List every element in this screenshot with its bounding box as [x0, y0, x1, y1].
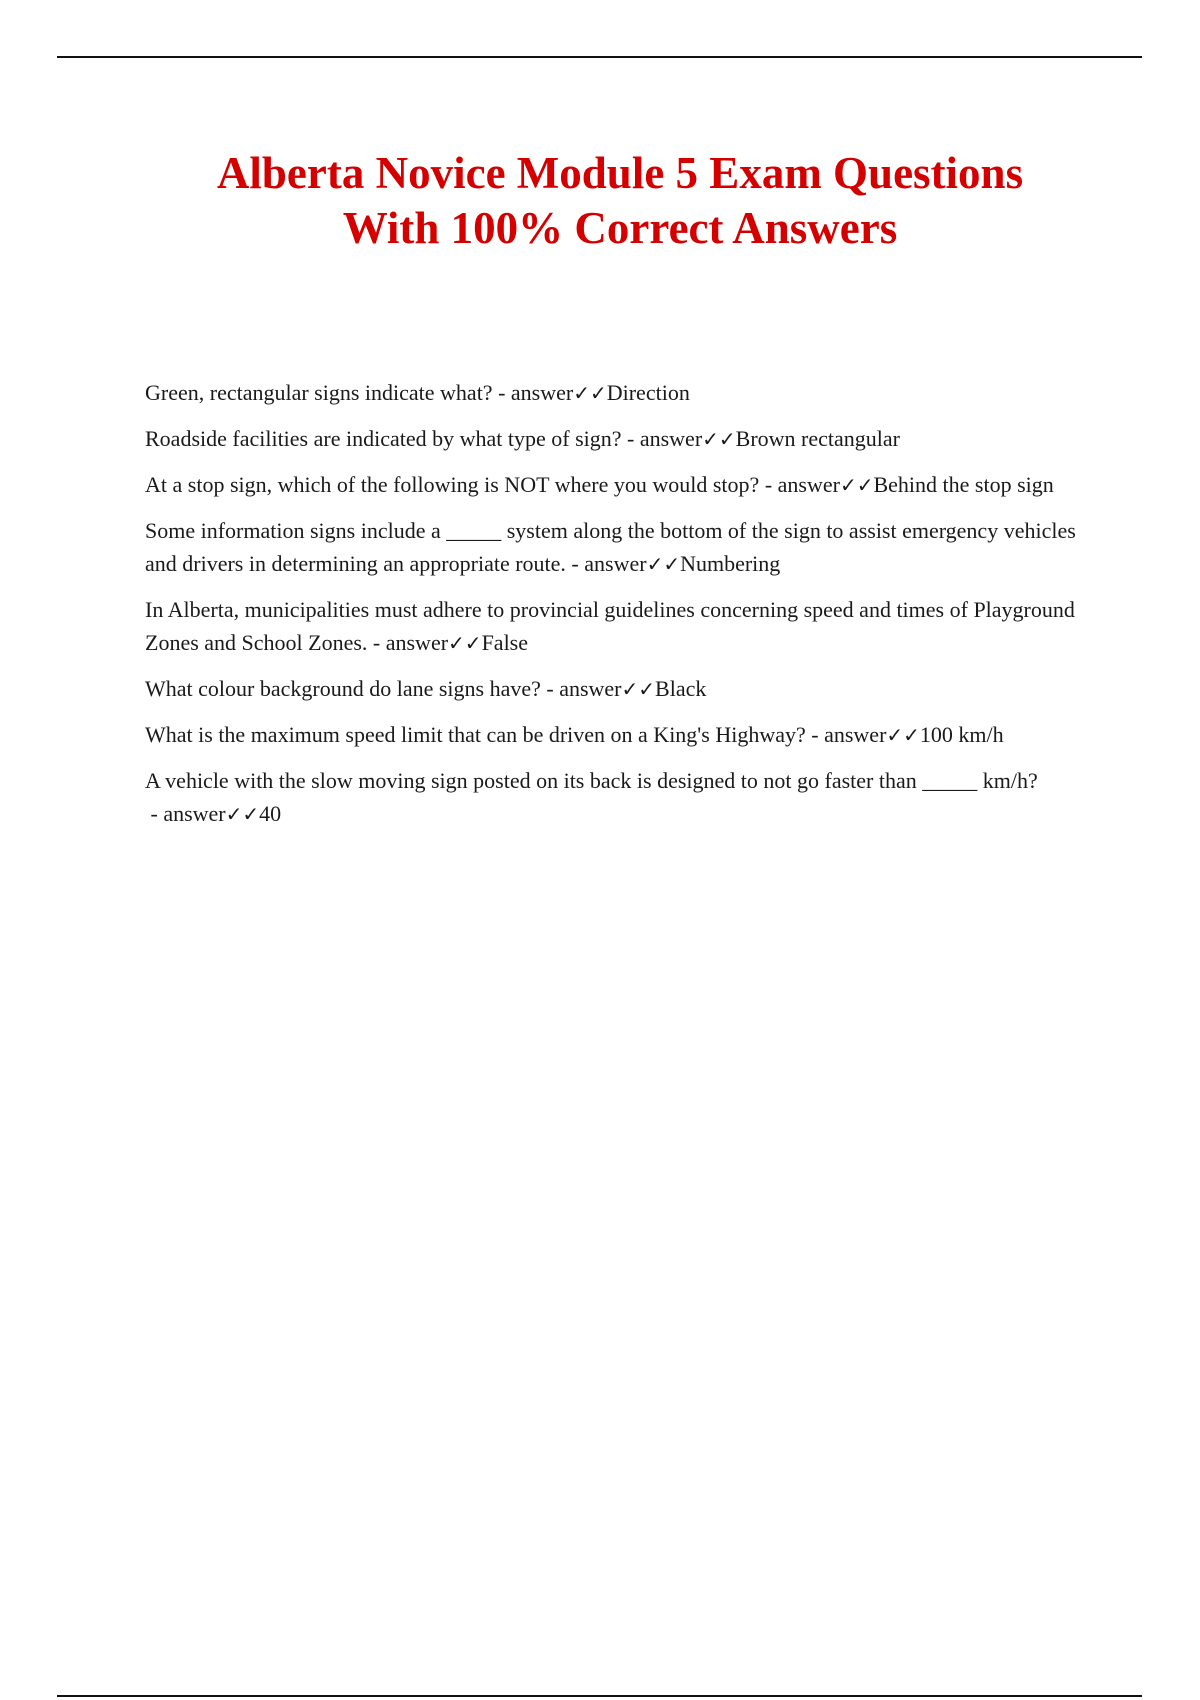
answer-text: Black — [655, 676, 707, 701]
check-marks-icon: ✓✓ — [225, 802, 260, 826]
question-text: Some information signs include a _____ system along the bottom of the sign to assist emergency vehicles and drivers in determining an appropriate route. — [145, 518, 1076, 576]
question-text: In Alberta, municipalities must adhere to provincial guidelines concerning speed and times of Playground Zones and School Zones. — [145, 597, 1075, 655]
check-marks-icon: ✓✓ — [702, 427, 736, 451]
answer-label: answer — [777, 472, 840, 497]
separator: - — [145, 801, 164, 826]
title-line-1: Alberta Novice Module 5 Exam Questions — [216, 148, 1024, 198]
qa-item — [145, 764, 1100, 831]
answer-label: answer — [510, 380, 574, 405]
separator: - — [540, 676, 560, 701]
separator: - — [492, 380, 511, 405]
answer-text: 40 — [259, 801, 282, 826]
question-text: Green, rectangular signs indicate what? — [145, 380, 493, 405]
check-marks-icon: ✓✓ — [573, 381, 607, 405]
answer-text: Behind the stop sign — [873, 472, 1054, 497]
title-line-2: With 100% Correct Answers — [342, 203, 898, 253]
question-text: Roadside facilities are indicated by what type of sign? — [145, 426, 622, 451]
check-marks-icon: ✓✓ — [886, 723, 920, 747]
answer-label: answer — [163, 801, 226, 826]
top-rule — [57, 56, 1142, 58]
answer-text: Brown rectangular — [735, 426, 900, 451]
separator: - — [565, 551, 585, 576]
answer-label: answer — [385, 630, 449, 655]
check-marks-icon: ✓✓ — [448, 631, 482, 655]
answer-label: answer — [584, 551, 647, 576]
answer-label: answer — [559, 676, 622, 701]
document-title — [0, 146, 1200, 256]
qa-item — [145, 376, 1100, 410]
separator: - — [805, 722, 825, 747]
check-marks-icon: ✓✓ — [646, 552, 681, 576]
answer-text: Numbering — [680, 551, 781, 576]
answer-text: 100 km/h — [919, 722, 1004, 747]
qa-item — [145, 468, 1100, 502]
question-text: What is the maximum speed limit that can be driven on a King's Highway? — [145, 722, 806, 747]
qa-item — [145, 672, 1100, 706]
qa-item — [145, 718, 1100, 752]
bottom-rule — [57, 1695, 1142, 1697]
answer-label: answer — [639, 426, 703, 451]
qa-item — [145, 593, 1100, 660]
question-text: At a stop sign, which of the following is NOT where you would stop? — [145, 472, 760, 497]
answer-label: answer — [824, 722, 887, 747]
question-answer-list — [145, 376, 1100, 843]
qa-item — [145, 514, 1100, 581]
question-text: A vehicle with the slow moving sign posted on its back is designed to not go faster than _____ km/h? — [145, 768, 1038, 793]
question-text: What colour background do lane signs have? — [145, 676, 541, 701]
separator: - — [759, 472, 778, 497]
answer-text: False — [481, 630, 529, 655]
check-marks-icon: ✓✓ — [839, 473, 874, 497]
qa-item — [145, 422, 1100, 456]
separator: - — [367, 630, 386, 655]
check-marks-icon: ✓✓ — [621, 677, 656, 701]
answer-text: Direction — [606, 380, 690, 405]
separator: - — [621, 426, 640, 451]
